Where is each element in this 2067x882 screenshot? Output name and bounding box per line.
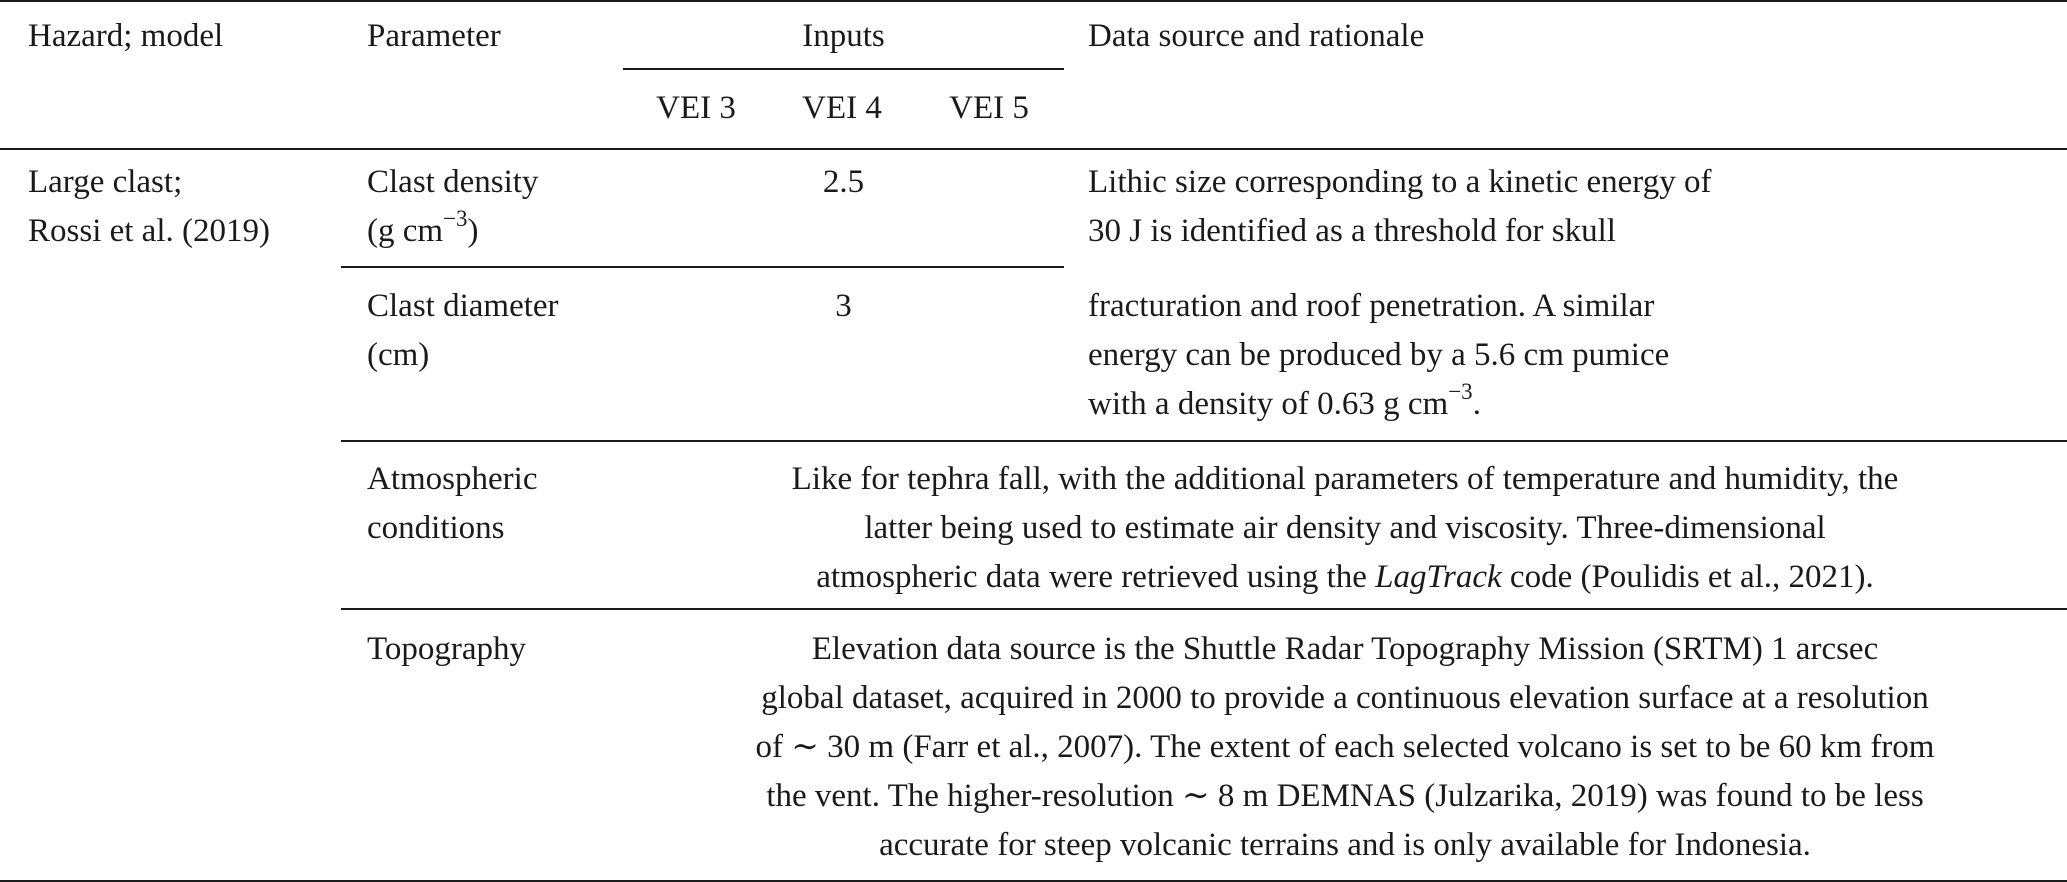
header-vei4: VEI 4 [802,90,882,126]
value-clast-density: 2.5 [822,164,865,200]
param-clast-density: Clast density (g $cm^{-3}$) [367,164,539,249]
param-atmospheric: Atmospheric conditions [367,461,538,546]
header-inputs: Inputs [802,18,885,54]
atmospheric-text: Like for tephra fall, with the additional parameters of temperature and humidity, the latter being used to estimate air density and viscosity. Three-dimensional atmospheric data were retrieved using the LagTrack code (Poulidis et al., 2021). [791,461,1899,595]
hazard-name: Large clast; Rossi et al. (2019) [28,164,270,249]
param-topography: Topography [367,631,526,667]
topography-text: Elevation data source is the Shuttle Radar Topography Mission (SRTM) 1 arcsec global dataset, acquired in 2000 to provide a continuous elevation surface at a resolution of ∼ 30 m (Farr et al., 2007). The extent of each selected volcano is set to be 60 km from the vent. The higher-resolution ∼ 8 m DEMNAS (Julzarika, 2019) was found to be less accurate for steep volcanic terrains and is only available for Indonesia. [755,631,1935,863]
header-bottom-rule [0,148,2067,150]
clast-source-text: Lithic size corresponding to a kinetic energy of 30 J is identified as a threshold for skull [1088,164,1712,249]
topography-top-rule [341,608,2067,610]
value-clast-diameter: 3 [835,288,852,324]
param-clast-diameter: Clast diameter (cm) [367,288,559,373]
atmospheric-top-rule [341,440,2067,442]
clast-source-text-cont: fracturation and roof penetration. A similar energy can be produced by a 5.6 cm pumice with a density of 0.63 g $cm^{-3}$. [1088,288,1670,422]
header-vei5: VEI 5 [949,90,1029,126]
header-hazard-model: Hazard; model [28,18,224,54]
header-data-source: Data source and rationale [1088,18,1425,54]
header-parameter: Parameter [367,18,501,54]
clast-density-divider [341,266,1064,268]
lagtrack-code-name: LagTrack [1375,559,1502,595]
header-vei3: VEI 3 [656,90,736,126]
inputs-underline [623,68,1064,70]
top-rule [0,0,2067,2]
